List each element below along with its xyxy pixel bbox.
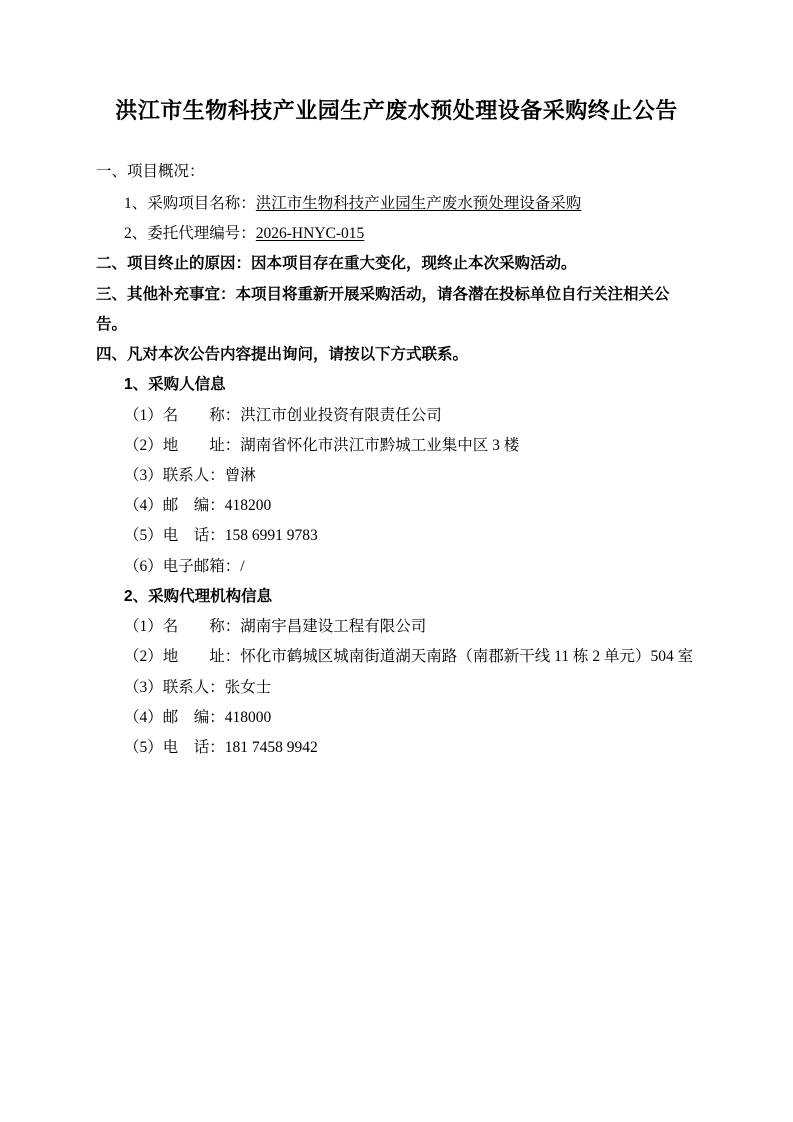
agency-row-postcode-no: （4） xyxy=(124,708,163,726)
buyer-row-email-label: 电子邮箱： xyxy=(162,557,241,575)
buyer-row-email xyxy=(96,552,697,582)
buyer-row-contact-value: 曾淋 xyxy=(224,466,256,484)
page-title: 洪江市生物科技产业园生产废水预处理设备采购终止公告 xyxy=(115,98,678,123)
section-4-heading-text: 四、凡对本次公告内容提出询问，请按以下方式联系。 xyxy=(96,346,469,364)
agency-row-contact xyxy=(96,673,697,703)
agency-info-heading-text: 2、采购代理机构信息 xyxy=(124,587,273,605)
buyer-row-name-value: 洪江市创业投资有限责任公司 xyxy=(240,406,442,424)
section-3-heading: 三、其他补充事宜： xyxy=(96,285,236,303)
agency-row-phone-value: 181 7458 9942 xyxy=(224,738,318,756)
buyer-row-phone-value: 158 6991 9783 xyxy=(224,527,318,545)
agency-row-address-label: 地 址： xyxy=(162,648,241,666)
buyer-row-contact xyxy=(96,461,697,491)
section-2-heading: 二、项目终止的原因： xyxy=(96,255,252,273)
agency-row-name-value: 湖南宇昌建设工程有限公司 xyxy=(240,618,427,636)
section-3-body: 本项目将重新开展采购活动，请各潜在投标单位自行关注相关公告。 xyxy=(96,285,670,333)
agency-row-address-no: （2） xyxy=(124,648,163,666)
agency-row-name-label: 名 称： xyxy=(162,618,241,636)
section-4-heading xyxy=(96,340,697,370)
buyer-row-postcode-label: 邮 编： xyxy=(162,497,225,515)
agency-row-phone-label: 电 话： xyxy=(162,738,225,756)
section-1-heading-text: 一、项目概况： xyxy=(96,162,205,180)
agent-code-row xyxy=(96,219,697,249)
project-name-row xyxy=(96,189,697,219)
buyer-row-email-value: / xyxy=(240,557,245,575)
buyer-row-email-no: （6） xyxy=(124,557,163,575)
agency-info-heading xyxy=(96,582,697,612)
agency-row-name-no: （1） xyxy=(124,618,163,636)
buyer-row-address-value: 湖南省怀化市洪江市黔城工业集中区 3 楼 xyxy=(240,436,520,454)
agency-row-contact-no: （3） xyxy=(124,678,163,696)
buyer-row-contact-no: （3） xyxy=(124,466,163,484)
section-2 xyxy=(96,249,697,279)
buyer-row-address-no: （2） xyxy=(124,436,163,454)
agency-row-contact-label: 联系人： xyxy=(162,678,225,696)
agency-row-postcode xyxy=(96,703,697,733)
agency-row-address-value: 怀化市鹤城区城南街道湖天南路（南郡新干线 11 栋 2 单元）504 室 xyxy=(240,648,694,666)
buyer-info-heading-text: 1、采购人信息 xyxy=(124,376,226,394)
agency-row-contact-value: 张女士 xyxy=(224,678,272,696)
section-3 xyxy=(96,280,697,340)
project-name-label: 1、采购项目名称： xyxy=(124,195,256,213)
agency-row-name xyxy=(96,612,697,642)
section-2-body: 因本项目存在重大变化，现终止本次采购活动。 xyxy=(251,255,577,273)
buyer-row-name-no: （1） xyxy=(124,406,163,424)
agency-row-phone xyxy=(96,733,697,763)
agency-row-phone-no: （5） xyxy=(124,738,163,756)
buyer-row-contact-label: 联系人： xyxy=(162,466,225,484)
buyer-row-phone-no: （5） xyxy=(124,527,163,545)
agency-row-address xyxy=(96,642,697,672)
buyer-row-address xyxy=(96,431,697,461)
buyer-row-phone xyxy=(96,521,697,551)
buyer-row-name-label: 名 称： xyxy=(162,406,241,424)
buyer-row-name xyxy=(96,401,697,431)
buyer-info-heading xyxy=(96,370,697,400)
agency-row-postcode-label: 邮 编： xyxy=(162,708,225,726)
agent-code-value: 2026-HNYC-015 xyxy=(255,225,365,243)
section-1-heading xyxy=(96,157,697,187)
buyer-row-postcode xyxy=(96,491,697,521)
agent-code-label: 2、委托代理编号： xyxy=(124,225,256,243)
buyer-row-postcode-value: 418200 xyxy=(224,497,272,515)
buyer-row-phone-label: 电 话： xyxy=(162,527,225,545)
buyer-row-postcode-no: （4） xyxy=(124,497,163,515)
project-name-value: 洪江市生物科技产业园生产废水预处理设备采购 xyxy=(255,195,582,213)
buyer-row-address-label: 地 址： xyxy=(162,436,241,454)
agency-row-postcode-value: 418000 xyxy=(224,708,272,726)
